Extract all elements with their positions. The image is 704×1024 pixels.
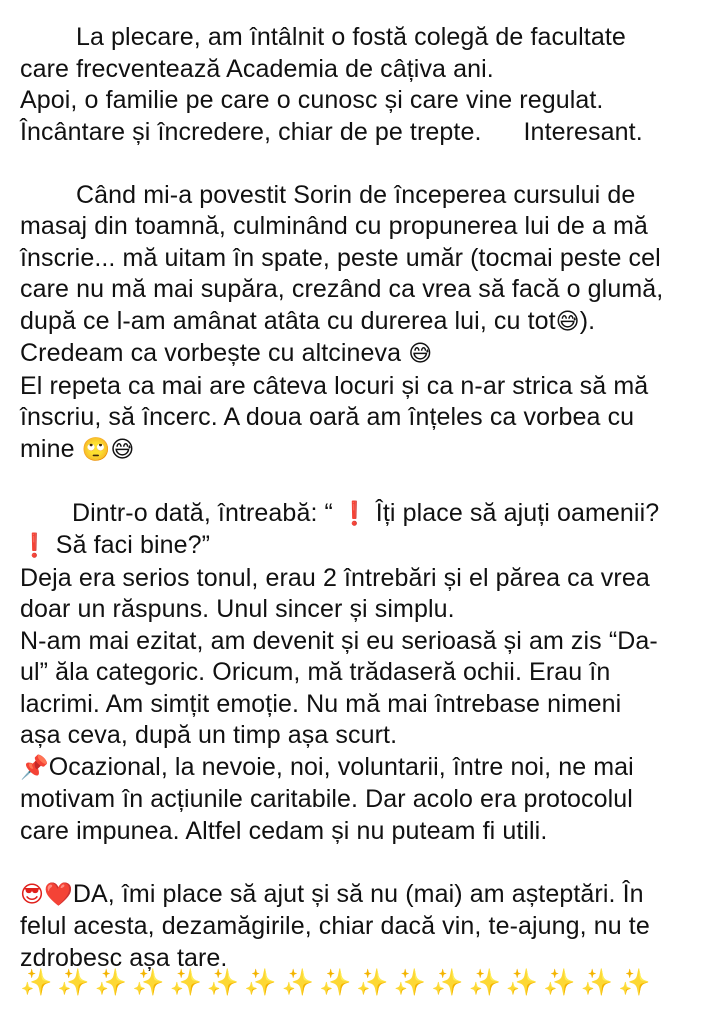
text-line: El repeta ca mai are câteva locuri și ca n-ar strica să mă — [20, 371, 649, 400]
text-line: care impunea. Altfel cedam și nu puteam fi utili. — [20, 816, 548, 845]
paragraph-1 — [20, 22, 688, 148]
text-line: ). — [579, 306, 596, 335]
text-line: Încântare și încredere, chiar de pe trepte. — [20, 117, 482, 146]
pushpin-icon: 📌 — [20, 754, 49, 781]
text-line: motivam în acțiunile caritabile. Dar acolo era protocolul — [20, 785, 633, 813]
text-line: Să faci bine?” — [48, 531, 211, 559]
document-body — [20, 22, 688, 974]
sweat-smile-emoji-icon: 😅 — [408, 341, 433, 367]
exclamation-icon: ❗ — [340, 500, 369, 527]
paragraph-4 — [20, 879, 688, 975]
text-line: Apoi, o familie pe care o cunosc și care vine regulat. — [20, 86, 604, 114]
text-line: masaj din toamnă, culminând cu propunerea lui de a mă — [20, 212, 648, 240]
text-line: La plecare, am întâlnit o fostă colegă de facultate — [76, 23, 626, 51]
text-line: doar un răspuns. Unul sincer și simplu. — [20, 595, 455, 623]
text-line: Interesant. — [523, 117, 643, 146]
text-line: Deja era serios tonul, erau 2 întrebări și el părea ca vrea — [20, 563, 650, 592]
text-line: Ocazional, la nevoie, noi, voluntarii, între noi, ne mai — [48, 752, 634, 781]
text-line: așa ceva, după un timp așa scurt. — [20, 721, 398, 749]
text-line: Îți place să ajuți oamenii? — [368, 498, 660, 527]
sweat-smile-emoji-icon: 😅 — [555, 308, 580, 335]
text-line: ul” ăla categoric. Oricum, mă trădaseră ochii. Erau în — [20, 658, 611, 686]
text-line: după ce l-am amânat atâta cu durerea lui, cu tot — [20, 306, 556, 335]
text-line: lacrimi. Am simțit emoție. Nu mă mai întrebase nimeni — [20, 689, 622, 718]
text-line: înscriu, să încerc. A doua oară am înțeles ca vorbea cu — [20, 403, 635, 431]
text-line: Când mi-a povestit Sorin de începerea cursului de — [76, 180, 636, 209]
text-line: felul acesta, dezamăgirile, chiar dacă vin, te-ajung, nu te — [20, 912, 650, 940]
exclamation-icon: ❗ — [20, 533, 49, 559]
text-line: zdrobesc așa tare. — [20, 943, 228, 972]
paragraph-3 — [20, 498, 688, 848]
sunglasses-heart-emoji-icon: 😎❤️ — [20, 881, 73, 908]
text-line: Dintr-o dată, întreabă: “ — [72, 498, 341, 527]
text-line: înscrie... mă uitam în spate, peste umăr (tocmai peste cel — [20, 243, 661, 272]
eye-roll-sweat-emoji-icon: 🙄😅 — [81, 436, 135, 463]
text-line: care nu mă mai supăra, crezând ca vrea să facă o glumă, — [20, 275, 664, 303]
text-line: DA, îmi place să ajut și să nu (mai) am așteptări. În — [72, 879, 644, 908]
text-line: Credeam ca vorbește cu altcineva — [20, 339, 409, 367]
sparkles-divider-icon: ✨✨✨✨✨✨✨✨✨✨✨✨✨✨✨✨✨ — [20, 968, 656, 998]
text-line: mine — [20, 434, 82, 463]
text-line: care frecventează Academia de câțiva ani. — [20, 54, 494, 83]
text-line: N-am mai ezitat, am devenit și eu serioasă și am zis “Da- — [20, 626, 658, 655]
paragraph-2 — [20, 180, 688, 467]
